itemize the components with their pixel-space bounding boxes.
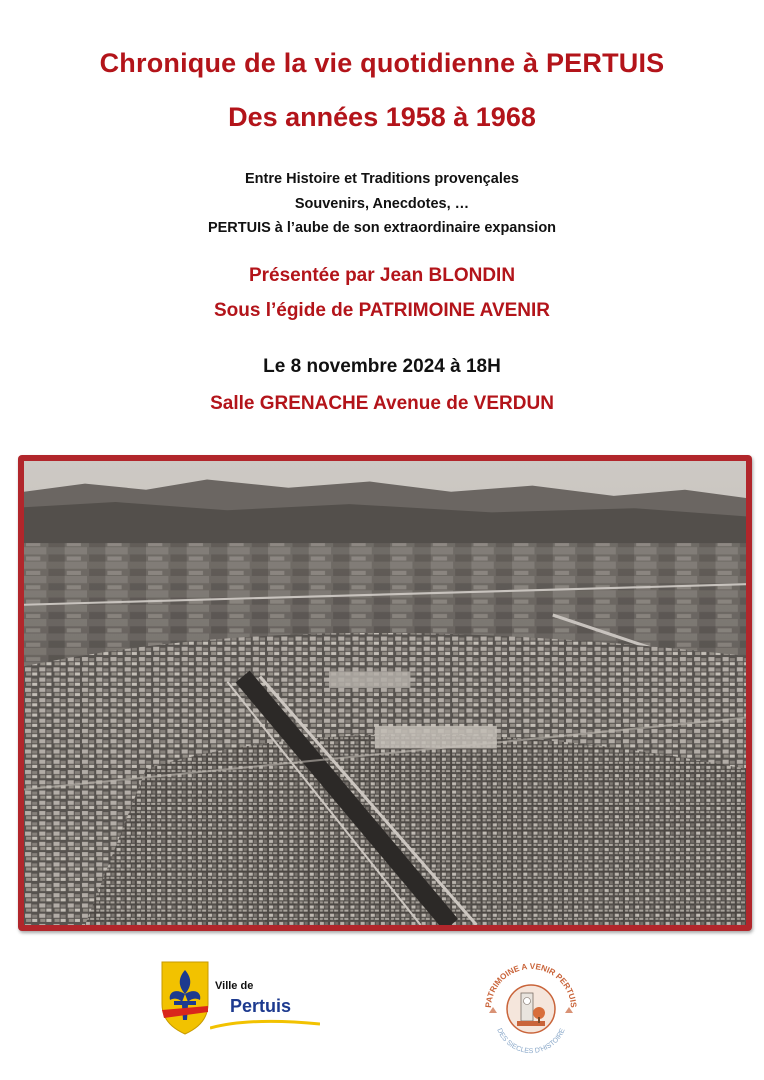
aerial-photo-frame [18, 455, 752, 931]
ville-de-label: Ville de [215, 980, 254, 992]
patrimoine-avenir-logo [477, 955, 585, 1063]
swoosh-icon [210, 1018, 320, 1032]
fleur-de-lis-shield-icon [160, 960, 210, 1036]
ville-de-pertuis-logo [160, 960, 310, 1042]
event-date: Le 8 novembre 2024 à 18H [263, 356, 501, 377]
patrimoine-top-text: PATRIMOINE A VENIR PERTUIS [483, 961, 579, 1009]
poster-period: Des années 1958 à 1968 [228, 102, 536, 132]
pertuis-label: Pertuis [230, 996, 292, 1016]
presenter-line: Présentée par Jean BLONDIN [248, 265, 516, 286]
aerial-photo [24, 461, 746, 925]
event-venue: Salle GRENACHE Avenue de VERDUN [210, 393, 554, 414]
subtitle-line-2: Souvenirs, Anecdotes, … [294, 196, 470, 212]
subtitle-line-3: PERTUIS à l’aube de son extraordinaire expansion [207, 220, 557, 236]
patrimoine-bottom-text: DES SIECLES D'HISTOIRE [495, 1027, 567, 1056]
poster-title: Chronique de la vie quotidienne à PERTUIS [99, 48, 665, 78]
subtitle-line-1: Entre Histoire et Traditions provençales [245, 171, 519, 187]
sponsor-line: Sous l’égide de PATRIMOINE AVENIR [213, 300, 551, 321]
